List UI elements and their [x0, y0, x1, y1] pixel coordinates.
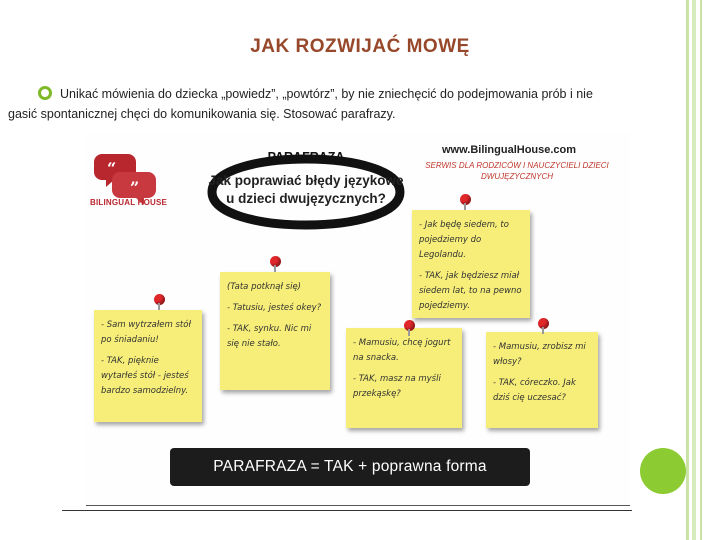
note-line: - TAK, pięknie wytarłeś stół - jesteś bardzo samodzielny. — [101, 356, 189, 396]
note-line: - TAK, synku. Nic mi się nie stało. — [227, 324, 312, 349]
slide-border-line — [686, 0, 689, 540]
formula-banner: PARAFRAZA = TAK + poprawna forma — [170, 448, 530, 486]
note-line: - TAK, jak będziesz miał siedem lat, to na pewno pojedziemy. — [419, 271, 522, 311]
bullet-line-1: Unikać mówienia do dziecka „powiedz”, „powtórz”, by nie zniechęcić do podejmowania prób i nie — [60, 87, 593, 101]
pin-icon — [270, 256, 281, 267]
note-line: - Mamusiu, chcę jogurt na snacka. — [353, 338, 451, 363]
site-subtitle: SERWIS DLA RODZICÓW I NAUCZYCIELI DZIECI DWUJĘZYCZNYCH — [425, 161, 609, 181]
note-line: (Tata potknął się) — [227, 282, 301, 292]
sticky-note — [94, 310, 202, 422]
bullet-circle-icon — [38, 86, 52, 100]
bullet-paragraph — [8, 84, 638, 124]
website-text: www.BilingualHouse.com — [442, 144, 577, 156]
note-line: - TAK, córeczko. Jak dziś cię uczesać? — [493, 378, 576, 403]
pin-icon — [538, 318, 549, 329]
svg-text:“: “ — [107, 159, 117, 178]
note-line: - Tatusiu, jesteś okey? — [227, 303, 322, 313]
bullet-text — [8, 84, 638, 124]
oval-question: Jak poprawiać błędy językowe u dzieci dwujęzycznych? — [208, 173, 404, 206]
bullet-line-2: gasić spontanicznej chęci do komunikowania się. Stosować parafrazy. — [8, 107, 396, 121]
sticky-note — [412, 210, 530, 318]
svg-text:”: ” — [130, 178, 140, 197]
slide-border-line — [692, 0, 696, 540]
logo-text: BILINGUAL HOUSE — [90, 198, 168, 207]
slide-border-line — [700, 0, 702, 540]
sticky-note — [486, 332, 598, 428]
parafraza-infographic — [86, 132, 630, 506]
note-line: - TAK, masz na myśli przekąskę? — [353, 374, 441, 399]
pin-icon — [154, 294, 165, 305]
pin-icon — [404, 320, 415, 331]
note-line: - Sam wytrzałem stół po śniadaniu! — [101, 320, 191, 345]
sticky-note — [220, 272, 330, 390]
bilingual-house-logo — [90, 146, 180, 226]
sticky-note — [346, 328, 462, 428]
slide-title: JAK ROZWIJAĆ MOWĘ — [250, 36, 470, 57]
note-line: - Mamusiu, zrobisz mi włosy? — [493, 342, 586, 367]
pin-icon — [460, 194, 471, 205]
bottom-rule — [62, 510, 632, 511]
parafraza-oval — [206, 142, 406, 242]
oval-title: PARAFRAZA — [267, 150, 345, 164]
decorative-green-circle — [640, 448, 686, 494]
note-line: - Jak będę siedem, to pojedziemy do Legolandu. — [419, 220, 509, 260]
